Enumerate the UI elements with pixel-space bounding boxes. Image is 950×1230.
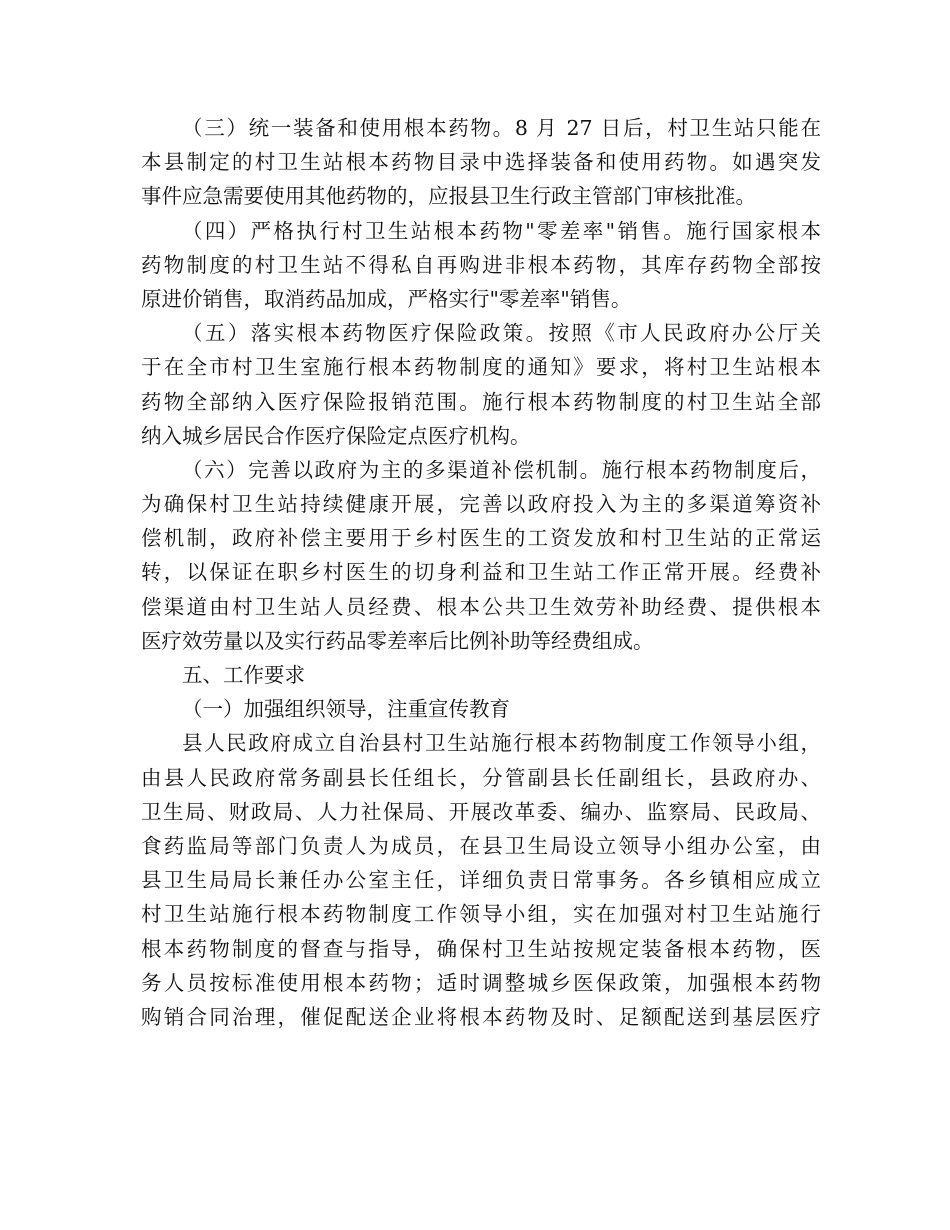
text-line: 原进价销售，取消药品加成，严格实行"零差率"销售。: [141, 286, 632, 311]
text-line: 本县制定的村卫生站根本药物目录中选择装备和使用药物。如遇突发: [141, 150, 821, 175]
text-line: 于在全市村卫生室施行根本药物制度的通知》要求，将村卫生站根本: [141, 355, 821, 380]
text-line: 为确保村卫生站持续健康开展，完善以政府投入为主的多渠道筹资补: [141, 492, 821, 517]
text-line: 县卫生局局长兼任办公室主任，详细负责日常事务。各乡镇相应成立: [141, 868, 821, 893]
text-line: 务人员按标准使用根本药物；适时调整城乡医保政策，加强根本药物: [141, 970, 821, 995]
text-line: （三）统一装备和使用根本药物。8 月 27 日后，村卫生站只能在: [182, 116, 821, 140]
text-line: 偿渠道由村卫生站人员经费、根本公共卫生效劳补助经费、提供根本: [141, 594, 821, 619]
text-line: 偿机制，政府补偿主要用于乡村医生的工资发放和村卫生站的正常运: [141, 526, 821, 551]
text-line: 村卫生站施行根本药物制度工作领导小组，实在加强对村卫生站施行: [141, 902, 821, 927]
text-line: 食药监局等部门负责人为成员，在县卫生局设立领导小组办公室，由: [141, 833, 821, 858]
text-line: 购销合同治理，催促配送企业将根本药物及时、足额配送到基层医疗: [141, 1004, 821, 1029]
text-line: 由县人民政府常务副县长任组长，分管副县长任副组长，县政府办、: [141, 765, 821, 790]
text-line: （一）加强组织领导，注重宣传教育: [182, 697, 510, 722]
text-line: （五）落实根本药物医疗保险政策。按照《市人民政府办公厅关: [182, 321, 821, 346]
document-page: [141, 111, 821, 1034]
text-line: 根本药物制度的督查与指导，确保村卫生站按规定装备根本药物，医: [141, 936, 821, 961]
text-line: 医疗效劳量以及实行药品零差率后比例补助等经费组成。: [141, 628, 654, 653]
text-line: 五、工作要求: [182, 663, 305, 687]
text-line: 药物全部纳入医疗保险报销范围。施行根本药物制度的村卫生站全部: [141, 389, 821, 414]
text-line: 药物制度的村卫生站不得私自再购进非根本药物，其库存药物全部按: [141, 252, 821, 277]
text-line: （四）严格执行村卫生站根本药物"零差率"销售。施行国家根本: [182, 218, 821, 243]
text-line: 纳入城乡居民合作医疗保险定点医疗机构。: [141, 423, 531, 448]
text-line: 事件应急需要使用其他药物的，应报县卫生行政主管部门审核批准。: [141, 184, 756, 209]
text-line: 县人民政府成立自治县村卫生站施行根本药物制度工作领导小组，: [182, 731, 821, 756]
text-line: 转，以保证在职乡村医生的切身利益和卫生站工作正常开展。经费补: [141, 560, 821, 585]
text-line: （六）完善以政府为主的多渠道补偿机制。施行根本药物制度后，: [182, 457, 821, 482]
text-line: 卫生局、财政局、人力社保局、开展改革委、编办、监察局、民政局、: [141, 799, 821, 824]
